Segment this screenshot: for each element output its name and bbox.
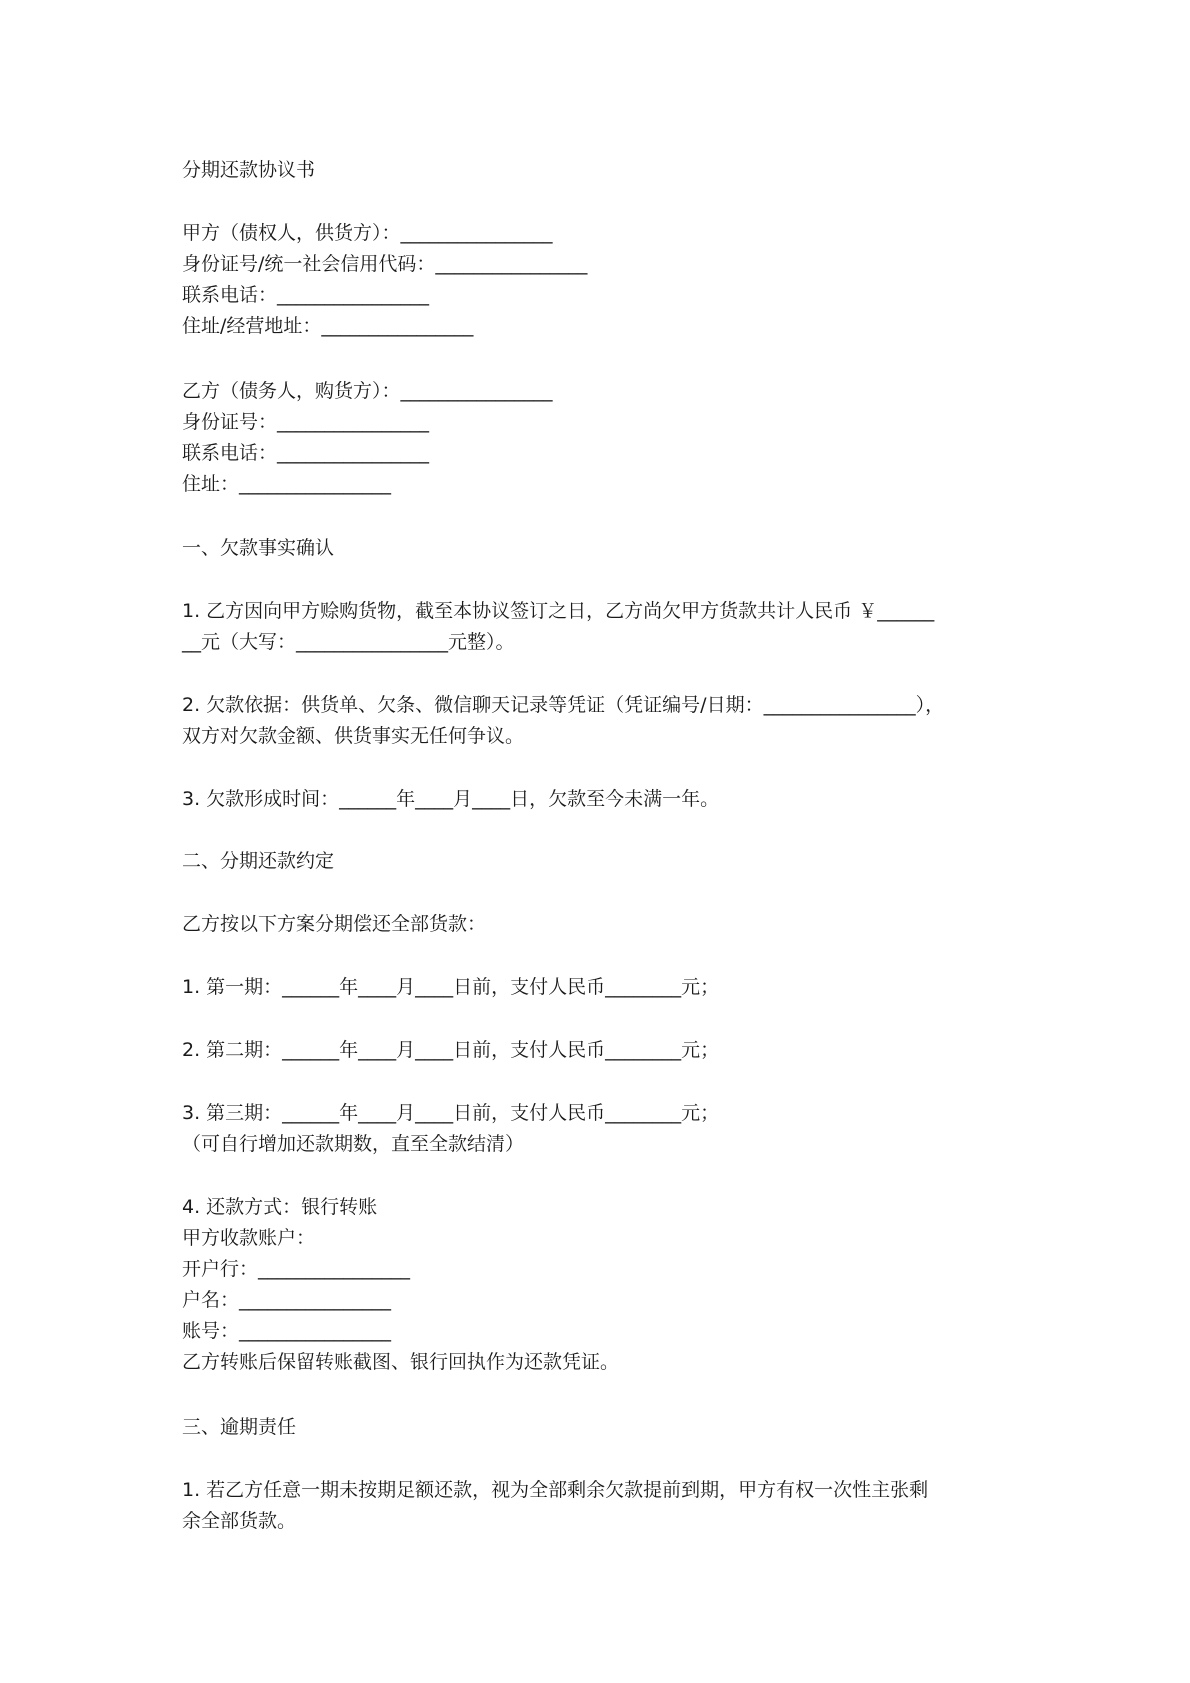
payee-account-label: 甲方收款账户：	[182, 1227, 316, 1249]
section-heading-3: 三、逾期责任	[182, 1416, 297, 1438]
party-a-address-line: 住址/经营地址：________________	[182, 315, 474, 337]
installment-note: （可自行增加还款期数，直至全款结清）	[182, 1133, 525, 1155]
clause-1-2-line-2: 双方对欠款金额、供货事实无任何争议。	[182, 725, 525, 747]
section-heading-1: 一、欠款事实确认	[182, 537, 335, 559]
clause-3-1-line-1: 1. 若乙方任意一期未按期足额还款，视为全部剩余欠款提前到期，甲方有权一次性主张剩	[182, 1479, 929, 1501]
clause-1-3: 3. 欠款形成时间：______年____月____日，欠款至今未满一年。	[182, 788, 720, 810]
party-b-address-line: 住址：________________	[182, 473, 392, 495]
bank-name-line: 开户行：________________	[182, 1258, 411, 1280]
section-heading-2: 二、分期还款约定	[182, 850, 335, 872]
party-a-phone-line: 联系电话：________________	[182, 284, 430, 306]
installment-2: 2. 第二期：______年____月____日前，支付人民币________元；	[182, 1039, 720, 1061]
party-b-phone-line: 联系电话：________________	[182, 442, 430, 464]
account-name-line: 户名：________________	[182, 1289, 392, 1311]
payment-method: 4. 还款方式：银行转账	[182, 1196, 378, 1218]
clause-3-1-line-2: 余全部货款。	[182, 1510, 297, 1532]
party-b-id-line: 身份证号：________________	[182, 411, 430, 433]
clause-1-2-line-1: 2. 欠款依据：供货单、欠条、微信聊天记录等凭证（凭证编号/日期：________________），	[182, 694, 945, 716]
document-title: 分期还款协议书	[182, 159, 316, 181]
installment-1: 1. 第一期：______年____月____日前，支付人民币________元；	[182, 976, 720, 998]
party-b-name-line: 乙方（债务人，购货方）：________________	[182, 380, 553, 402]
party-a-name-line: 甲方（债权人，供货方）：________________	[182, 222, 553, 244]
clause-1-1-line-1: 1. 乙方因向甲方赊购货物，截至本协议签订之日，乙方尚欠甲方货款共计人民币 ￥______	[182, 600, 935, 622]
installment-intro: 乙方按以下方案分期偿还全部货款：	[182, 913, 487, 935]
party-a-id-line: 身份证号/统一社会信用代码：________________	[182, 253, 588, 275]
installment-3: 3. 第三期：______年____月____日前，支付人民币________元；	[182, 1102, 720, 1124]
clause-1-1-line-2: __元（大写：________________元整）。	[182, 631, 515, 653]
account-number-line: 账号：________________	[182, 1320, 392, 1342]
payment-proof-note: 乙方转账后保留转账截图、银行回执作为还款凭证。	[182, 1351, 620, 1373]
